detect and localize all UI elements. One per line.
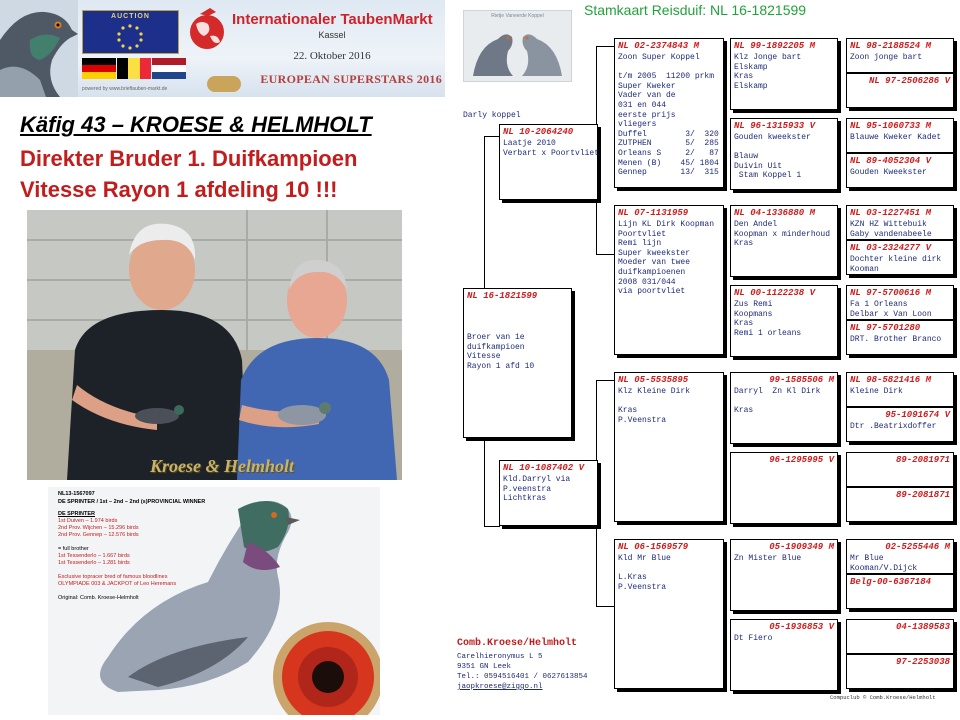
gggp-ring: NL 03-1227451 M (850, 208, 932, 218)
gggp-card[interactable] (846, 407, 954, 442)
breeders-photo-illustration (27, 210, 402, 480)
ggp-ring: NL 00-1122238 V (734, 288, 816, 298)
gggp-ring: Belg-00-6367184 (850, 577, 932, 587)
gggp-ring: NL 89-4052304 V (850, 156, 932, 166)
owner-phone: Tel.: 0594516401 / 0627613854 (457, 673, 588, 681)
gggp-card[interactable] (846, 73, 954, 108)
cage-headline: Käfig 43 – KROESE & HELMHOLT (20, 112, 372, 137)
gggp-info: DRT. Brother Branco (850, 335, 942, 344)
great-grandparent-card[interactable] (730, 118, 838, 190)
darly-label: Darly koppel (463, 111, 521, 120)
gggp-ring: 95-1091674 V (885, 410, 950, 420)
market-date: 22. Oktober 2016 (293, 50, 371, 62)
gggp-card[interactable] (846, 118, 954, 153)
breeders-photo (27, 210, 402, 480)
gggp-card[interactable] (846, 205, 954, 240)
poster-ring: NL13-1567097 (58, 491, 95, 497)
gggp-ring: 89-2081971 (895, 455, 950, 465)
gggp-card[interactable] (846, 285, 954, 320)
gggp-ring: NL 97-5701280 (850, 323, 921, 333)
subject-info: Broer van 1e duifkampioen Vitesse Rayon 1 afd 10 (467, 333, 535, 371)
gggp-info: Fa 1 Orleans Delbar x Van Loon (850, 300, 932, 319)
grandparent-card[interactable] (614, 38, 724, 188)
gggp-card[interactable] (846, 539, 954, 574)
gggp-card[interactable] (846, 240, 954, 275)
ggp-ring: NL 96-1315933 V (734, 121, 816, 131)
gggp-ring: NL 03-2324277 V (850, 243, 932, 253)
poster-line: OLYMPIADE 003 & JACKPOT of Leo Heremans (58, 581, 177, 587)
grandparent-info: Zoon Super Koppel t/m 2005 11200 prkm Super Kweker Vader van de 031 en 044 eerste prijs vliegers Duffel 3/ 320 ZUTPHEN 5/ 285 Orleans S 2/ 87 Menen (B) 45/ 1804 Gennep 13/ 315 (618, 53, 719, 178)
owner-address: Carelhieronymus L 5 (457, 653, 543, 661)
headline-brother: Direkter Bruder 1. Duifkampioen (20, 146, 358, 171)
gggp-card[interactable] (846, 487, 954, 522)
poster-title: DE SPRINTER / 1st – 2nd – 2nd (s)PROVINCIAL WINNER (58, 499, 206, 505)
gggp-card[interactable] (846, 372, 954, 407)
grandparent-info: Klz Kleine Dirk Kras P.Veenstra (618, 387, 691, 425)
poster-line: 1st Tessenderlo – 1.281 birds (58, 560, 130, 566)
pedigree-title: Stamkaart Reisduif: NL 16-1821599 (584, 2, 807, 18)
pigeon-pair-icon (468, 21, 567, 79)
connector-line (484, 136, 500, 289)
gggp-info: Zoon jonge bart (850, 53, 923, 62)
ggp-info: Klz Jonge bart Elskamp Kras Elskamp (734, 53, 802, 91)
gggp-card[interactable] (846, 619, 954, 654)
grandparent-ring: NL 02-2374843 M (618, 41, 700, 51)
poster-line: 2nd Prov. Gennep – 12.576 birds (58, 532, 139, 538)
poster-line: 1st Duiven – 1.974 birds (58, 518, 118, 524)
gggp-info: Gouden Kweekster (850, 168, 927, 177)
ggp-ring: 96-1295995 V (769, 455, 834, 465)
germany-flag (82, 58, 116, 79)
great-grandparent-card[interactable] (730, 619, 838, 691)
gggp-ring: 97-2253038 (895, 657, 950, 667)
gggp-info: Dtr .Beatrixdoffer (850, 422, 937, 431)
dam-ring: NL 10-1087402 V (503, 463, 585, 473)
gggp-ring: 02-5255446 M (885, 542, 950, 552)
photo-signature: Kroese & Helmholt (150, 456, 294, 476)
poster-line: Original: Comb. Kroese-Helmholt (58, 595, 139, 601)
ggp-ring: 99-1585506 M (769, 375, 834, 385)
ggp-info: Zus Remi Koopmans Kras Remi 1 orleans (734, 300, 802, 338)
ggp-ring: NL 04-1336880 M (734, 208, 816, 218)
gggp-info: Dochter kleine dirk Kooman (850, 255, 942, 274)
ggp-info: Gouden kweekster Blauw Duivin Uit Stam Koppel 1 (734, 133, 811, 181)
subject-card[interactable] (463, 288, 572, 438)
ggp-info: Dt Fiero (734, 634, 773, 643)
gggp-info: Mr Blue Kooman/V.Dijck (850, 554, 918, 573)
banner-footer: powered by www.brieftauben-markt.de (82, 86, 168, 92)
sprinter-poster (48, 487, 380, 715)
ggp-info: Zn Mister Blue (734, 554, 802, 563)
gggp-ring: 89-2081871 (895, 490, 950, 500)
auction-logo (82, 10, 179, 54)
grandparent-ring: NL 06-1569579 (618, 542, 689, 552)
connector-line (596, 380, 615, 607)
ggp-ring: 05-1909349 M (769, 542, 834, 552)
superstars-title: EUROPEAN SUPERSTARS 2016 (260, 72, 442, 86)
gggp-ring: NL 98-2188524 M (850, 41, 932, 51)
owner-email[interactable]: jaopkroese@ziggo.nl (457, 683, 543, 691)
owner-city: 9351 GN Leek (457, 663, 512, 671)
event-banner (0, 0, 445, 97)
grandparent-info: Lijn KL Dirk Koopman Poortvliet Remi lijn Super kweekster Moeder van twee duifkampioenen 2008 031/044 via poortvliet (618, 220, 715, 297)
grandparent-card[interactable] (614, 205, 724, 355)
market-city: Kassel (318, 30, 346, 40)
great-grandparent-card[interactable] (730, 285, 838, 357)
great-grandparent-card[interactable] (730, 452, 838, 524)
loft-logo (463, 10, 572, 82)
ggp-info: Darryl Zn Kl Dirk Kras (734, 387, 821, 416)
gggp-card[interactable] (846, 153, 954, 188)
poster-subtitle: DE SPRINTER (58, 511, 95, 517)
gggp-info: Blauwe Kweker Kadet (850, 133, 942, 142)
gggp-card[interactable] (846, 654, 954, 689)
subject-ring: NL 16-1821599 (467, 291, 538, 301)
grandparent-card[interactable] (614, 539, 724, 689)
compuclub-footer: Compuclub © Comb.Kroese/Helmholt (830, 694, 936, 701)
great-grandparent-card[interactable] (730, 372, 838, 444)
gggp-info: KZN HZ Wittebuik Gaby vandenabeele (850, 220, 932, 239)
poster-line: 2nd Prov. Wijchen – 15.296 birds (58, 525, 139, 531)
ggp-info: Den Andel Koopman x minderhoud Kras (734, 220, 831, 249)
market-title: Internationaler TaubenMarkt (232, 11, 433, 28)
netherlands-flag (152, 58, 186, 79)
gggp-ring: NL 95-1060733 M (850, 121, 932, 131)
ggp-ring: 05-1936853 V (769, 622, 834, 632)
headline-rayon: Vitesse Rayon 1 afdeling 10 !!! (20, 177, 338, 202)
grandparent-card[interactable] (614, 372, 724, 522)
great-grandparent-card[interactable] (730, 38, 838, 110)
grandparent-ring: NL 05-5535895 (618, 375, 689, 385)
gggp-info: Kleine Dirk (850, 387, 903, 396)
great-grandparent-card[interactable] (730, 205, 838, 277)
pigeon-head-icon (0, 0, 78, 97)
connector-line (484, 438, 500, 527)
gggp-card[interactable] (846, 452, 954, 487)
poster-line: Exclusive topracer bred of famous bloodlines (58, 574, 168, 580)
grandparent-ring: NL 07-1131959 (618, 208, 689, 218)
gggp-card[interactable] (846, 574, 954, 609)
sire-ring: NL 10-2064240 (503, 127, 574, 137)
gggp-card[interactable] (846, 320, 954, 355)
gggp-card[interactable] (846, 38, 954, 73)
dam-card[interactable] (499, 460, 598, 526)
sire-card[interactable] (499, 124, 598, 200)
loft-logo-text: Rietje Vaneerde Koppel (491, 13, 544, 19)
auction-label: AUCTION (111, 13, 150, 20)
poster-line: = full brother (58, 546, 89, 552)
poster-line: 1st Tessenderlo – 1.667 birds (58, 553, 130, 559)
grandparent-info: Kld Mr Blue L.Kras P.Veenstra (618, 554, 671, 592)
gggp-ring: NL 98-5821416 M (850, 375, 932, 385)
globe-dove-icon (186, 6, 228, 58)
gggp-ring: NL 97-5700616 M (850, 288, 932, 298)
ggp-ring: NL 99-1892205 M (734, 41, 816, 51)
sire-info: Laatje 2010 Verbart x Poortvliet (503, 139, 600, 158)
gggp-ring: 04-1389583 (895, 622, 950, 632)
gggp-ring: NL 97-2506286 V (868, 76, 950, 86)
owner-name: Comb.Kroese/Helmholt (457, 638, 578, 649)
belgium-flag (117, 58, 151, 79)
dam-info: Kld.Darryl via P.veenstra Lichtkras (503, 475, 571, 504)
great-grandparent-card[interactable] (730, 539, 838, 611)
eu-stars-icon (110, 23, 150, 51)
